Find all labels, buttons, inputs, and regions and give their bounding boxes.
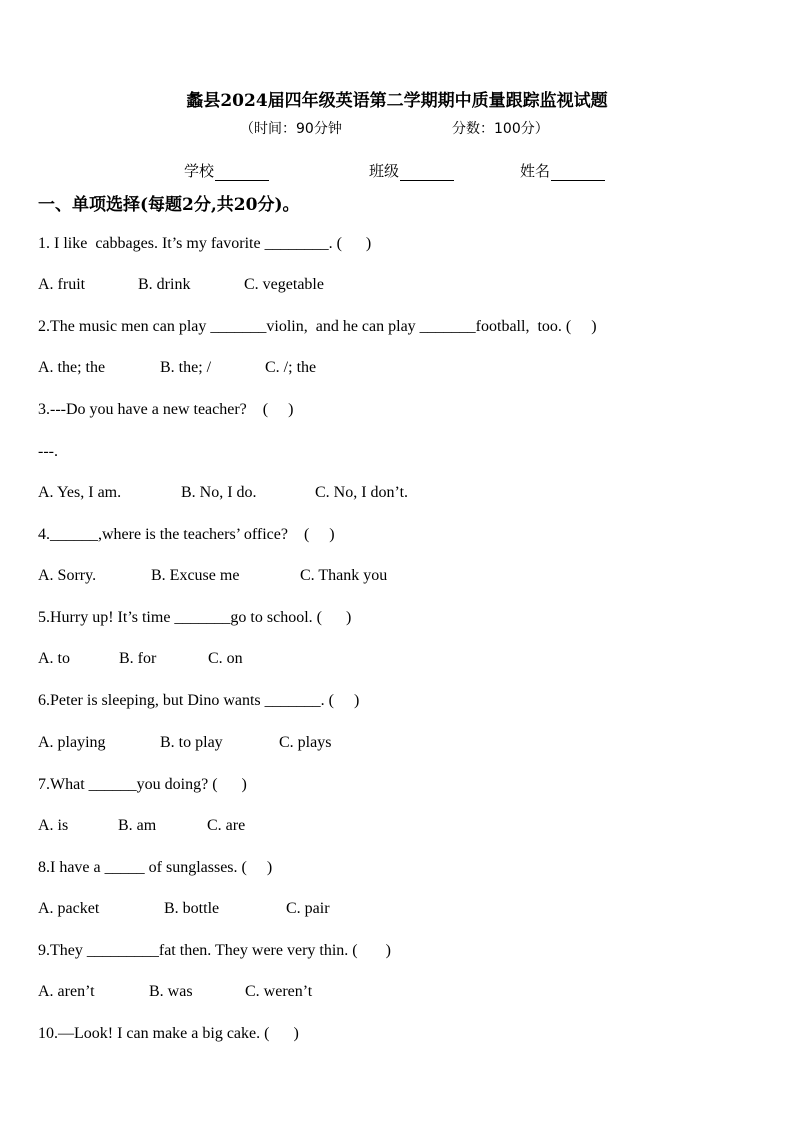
question-stem: 6.Peter is sleeping, but Dino wants _______. ( ) <box>38 692 360 709</box>
name-field[interactable] <box>520 160 605 181</box>
question-stem: 10.—Look! I can make a big cake. ( ) <box>38 1025 299 1042</box>
question-stem: 5.Hurry up! It’s time _______go to school. ( ) <box>38 609 352 626</box>
option-c[interactable]: C. plays <box>279 734 332 751</box>
option-b[interactable]: B. to play <box>160 734 223 751</box>
option-b[interactable]: B. was <box>149 983 193 1000</box>
option-c[interactable]: C. weren’t <box>245 983 313 1000</box>
question-stem: 4.______,where is the teachers’ office? ( ) <box>38 526 335 543</box>
question-stem: 8.I have a _____ of sunglasses. ( ) <box>38 859 273 876</box>
option-b[interactable]: B. am <box>118 817 157 834</box>
option-c[interactable]: C. pair <box>286 900 330 917</box>
name-label: 姓名 <box>520 162 551 180</box>
option-c[interactable]: C. No, I don’t. <box>315 484 409 501</box>
question-stem: 9.They _________fat then. They were very thin. ( ) <box>38 942 391 959</box>
option-a[interactable]: A. Yes, I am. <box>38 484 122 501</box>
question-answer-line: ---. <box>38 443 58 460</box>
exam-title: 蠡县2024届四年级英语第二学期期中质量跟踪监视试题 <box>186 91 608 111</box>
option-c[interactable]: C. on <box>208 650 243 667</box>
name-blank[interactable] <box>551 166 605 181</box>
school-field[interactable] <box>184 160 269 181</box>
class-label: 班级 <box>369 162 400 180</box>
question-stem: 7.What ______you doing? ( ) <box>38 776 247 793</box>
option-b[interactable]: B. the; / <box>160 359 212 376</box>
option-b[interactable]: B. Excuse me <box>151 567 240 584</box>
option-c[interactable]: C. Thank you <box>300 567 388 584</box>
option-c[interactable]: C. vegetable <box>244 276 324 293</box>
option-a[interactable]: A. aren’t <box>38 983 95 1000</box>
option-b[interactable]: B. drink <box>138 276 191 293</box>
option-a[interactable]: A. fruit <box>38 276 86 293</box>
option-c[interactable]: C. are <box>207 817 246 834</box>
class-blank[interactable] <box>400 166 454 181</box>
option-c[interactable]: C. /; the <box>265 359 317 376</box>
exam-time: （时间：90分钟 <box>240 121 342 137</box>
section-heading: 一、单项选择(每题2分,共20分)。 <box>38 195 300 215</box>
option-a[interactable]: A. Sorry. <box>38 567 97 584</box>
question-stem: 3.---Do you have a new teacher? ( ) <box>38 401 294 418</box>
option-a[interactable]: A. to <box>38 650 70 667</box>
option-a[interactable]: A. the; the <box>38 359 106 376</box>
option-b[interactable]: B. bottle <box>164 900 220 917</box>
option-b[interactable]: B. for <box>119 650 157 667</box>
option-a[interactable]: A. packet <box>38 900 100 917</box>
question-stem: 2.The music men can play _______violin, and he can play _______football, too. ( ) <box>38 318 597 335</box>
exam-score: 分数：100分） <box>452 121 549 137</box>
school-blank[interactable] <box>215 166 269 181</box>
class-field[interactable] <box>369 160 454 181</box>
school-label: 学校 <box>184 162 215 180</box>
option-a[interactable]: A. is <box>38 817 69 834</box>
option-b[interactable]: B. No, I do. <box>181 484 257 501</box>
option-a[interactable]: A. playing <box>38 734 106 751</box>
question-stem: 1. I like cabbages. It’s my favorite ________. ( ) <box>38 235 372 252</box>
